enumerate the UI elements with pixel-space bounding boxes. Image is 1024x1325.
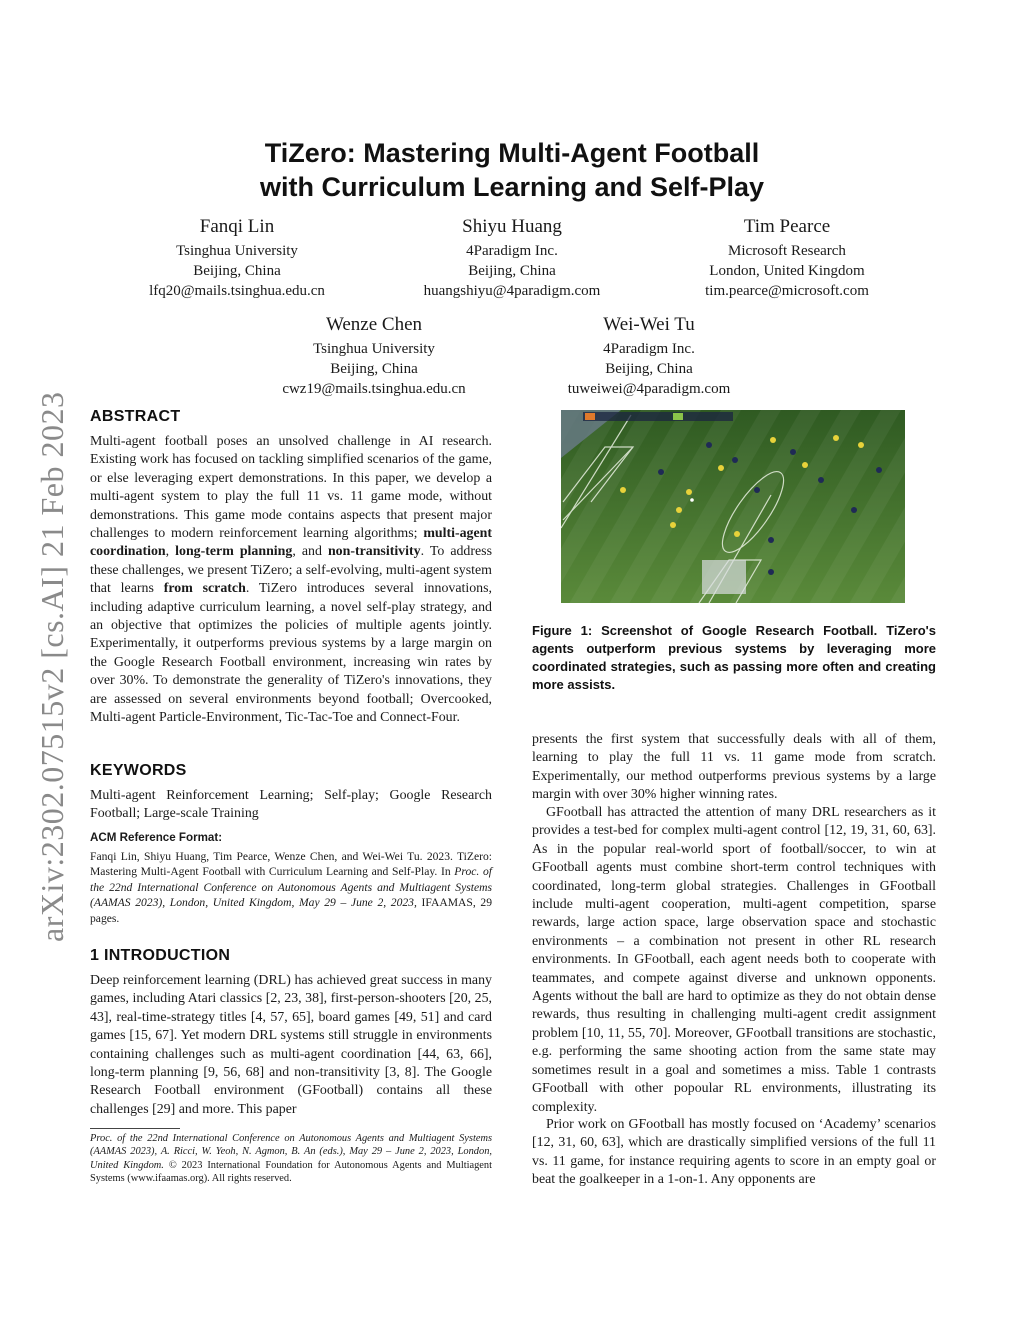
player (734, 531, 740, 537)
author-location: London, United Kingdom (709, 263, 865, 279)
author-location: Beijing, China (193, 263, 281, 279)
author-name: Wei-Wei Tu (603, 314, 695, 335)
abstract-text (90, 433, 492, 728)
author-email[interactable]: tuweiwei@4paradigm.com (567, 381, 731, 397)
author-email[interactable]: cwz19@mails.tsinghua.edu.cn (282, 381, 466, 397)
keywords-heading: KEYWORDS (90, 762, 187, 779)
player (802, 462, 808, 468)
arxiv-watermark: arXiv:2302.07515v2 [cs.AI] 21 Feb 2023 (34, 391, 70, 942)
player (686, 489, 692, 495)
player (770, 437, 776, 443)
right-paragraph-2: GFootball has attracted the attention of many DRL researchers as it provides a test-bed for complex multi-agent control [12, 19, 31, 60, 63]. As in the popular real-world sport of football/soccer, to win at GFootball agents must combine short-term control techniques with coordinated, long-term global strategies. Challenges in GFootball include multi-agent cooperation, multi-agent competition, sparse rewards, large action space, large observation space and stochastic environments – a combination not present in other RL research environments. In GFootball, each agent needs both to cooperate with teammates, and compete against diverse and unknown opponents. Agents without the ball are hard to optimize as they do not obtain dense rewards, thus resulting in challenging multi-agent credit assignment problem [10, 11, 55, 70]. Moreover, GFootball transitions are stochastic, e.g. performing the same shooting action from the same state may sometimes result in a goal and sometimes a miss. Table 1 contrasts GFootball with other popoular RL environments, illustrating its complexity. (532, 805, 936, 1115)
player (732, 457, 738, 463)
abstract-span: . TiZero introduces several innovations, including adaptive curriculum learning, a novel self-play strategy, and an objective that optimizes the policies of multiple agents jointly. Experimentally, it outperforms previous systems by a large margin on the Google Research Football environment, increasing win rates by over 30%. To demonstrate the generality of TiZero's innovations, they are assessed on several environments beyond football; Overcooked, Multi-agent Particle-Environment, Tic-Tac-Toe and Connect-Four. (90, 581, 492, 726)
author-affiliation: 4Paradigm Inc. (603, 341, 695, 357)
football-pitch-image (561, 410, 905, 603)
author-block-2 (387, 216, 637, 301)
right-paragraph-1: presents the first system that successfully deals with all of them, learning to play the full 11 vs. 11 game mode from scratch. Experimentally, our method outperforms previous systems by a large margin with over 30% higher winning rates. (532, 732, 936, 803)
player (768, 569, 774, 575)
football-screenshot-figure (561, 410, 905, 603)
footnote (90, 1132, 492, 1185)
score-badge (673, 413, 683, 420)
title-line-2: with Curriculum Learning and Self-Play (259, 172, 765, 202)
player (876, 467, 882, 473)
acm-reference-heading: ACM Reference Format: (90, 831, 223, 844)
footnote-span: © 2023 International Foundation for Autonomous Agents and Multiagent Systems (www.ifaamas.org). All rights reserved. (90, 1159, 492, 1184)
figure-caption: Figure 1: Screenshot of Google Research Football. TiZero's agents outperform previous systems by leveraging more coordinated strategies, such as passing more often and creating more assists. (532, 623, 936, 692)
introduction-heading: 1 INTRODUCTION (90, 947, 231, 964)
author-affiliation: Microsoft Research (728, 243, 846, 259)
abstract-bold: from scratch (163, 581, 246, 597)
author-block-4 (249, 314, 499, 399)
acm-italic: Proc. of the 22nd International Conference on Autonomous Agents and Multiagent Systems (AAMAS 2023), London, United Kingdom, May 29 – June 2, 2023, (90, 865, 492, 910)
author-affiliation: Tsinghua University (313, 341, 435, 357)
player (676, 507, 682, 513)
score-badge (585, 413, 595, 420)
author-email[interactable]: tim.pearce@microsoft.com (705, 283, 869, 299)
author-block-1 (112, 216, 362, 301)
player (818, 477, 824, 483)
title-line-1: TiZero: Mastering Multi-Agent Football (264, 138, 760, 168)
player (670, 522, 676, 528)
abstract-span: , and (292, 544, 328, 560)
introduction-text: Deep reinforcement learning (DRL) has achieved great success in many games, including Atari classics [2, 23, 38], first-person-shooters [20, 25, 43], real-time-strategy titles [4, 57, 65], board games [49, 51] and card games [15, 67]. Yet modern DRL systems still struggle in environments containing challenges such as multi-agent coordination [44, 63, 66], long-term planning [9, 56, 68] and non-transitivity [3, 8]. The Google Research Football environment (GFootball) contains all these challenges [29] and more. This paper (90, 973, 492, 1117)
minimap (702, 560, 746, 594)
author-name: Shiyu Huang (462, 216, 562, 237)
abstract-bold: non-transitivity (327, 544, 421, 560)
keywords-text: Multi-agent Reinforcement Learning; Self-play; Google Research Football; Large-scale Training (90, 788, 492, 822)
author-email[interactable]: huangshiyu@4paradigm.com (423, 283, 601, 299)
author-location: Beijing, China (605, 361, 693, 377)
player (706, 442, 712, 448)
player (858, 442, 864, 448)
author-affiliation: 4Paradigm Inc. (466, 243, 558, 259)
author-location: Beijing, China (468, 263, 556, 279)
author-block-5 (524, 314, 774, 399)
player (620, 487, 626, 493)
footnote-italic: Proc. of the 22nd International Conference on Autonomous Agents and Multiagent Systems (AAMAS 2023), A. Ricci, W. Yeoh, N. Agmon, B. An (eds.), May 29 – June 2, 2023, London, United Kingdom. (90, 1133, 492, 1171)
abstract-span: . To address these challenges, we present TiZero; a self-evolving, multi-agent system that learns (90, 544, 492, 597)
abstract-heading: ABSTRACT (90, 408, 181, 425)
scoreboard-bar (583, 412, 733, 421)
author-affiliation: Tsinghua University (176, 243, 298, 259)
player (768, 537, 774, 543)
author-block-3 (662, 216, 912, 301)
right-paragraph-3: Prior work on GFootball has mostly focused on ‘Academy’ scenarios [12, 31, 60, 63], which are drastically simplified versions of the full 11 vs. 11 game, for instance requiring agents to score in an empty goal or beat the goalkeeper in a 1-on-1. Any opponents are (532, 1117, 936, 1188)
author-name: Fanqi Lin (199, 216, 275, 237)
player (790, 449, 796, 455)
acm-reference-text (90, 849, 492, 926)
ball (690, 498, 694, 502)
player (754, 487, 760, 493)
author-name: Tim Pearce (743, 216, 831, 237)
author-location: Beijing, China (330, 361, 418, 377)
player (851, 507, 857, 513)
acm-span: IFAAMAS, 29 pages. (90, 896, 492, 925)
footnote-rule (90, 1128, 180, 1129)
player (718, 465, 724, 471)
abstract-bold: long-term planning (175, 544, 293, 560)
abstract-span: , (165, 544, 176, 560)
abstract-bold: multi-agent coordination (90, 526, 492, 560)
author-email[interactable]: lfq20@mails.tsinghua.edu.cn (149, 283, 325, 299)
player (658, 469, 664, 475)
player (833, 435, 839, 441)
author-name: Wenze Chen (325, 314, 423, 335)
paper-title (150, 136, 874, 204)
abstract-span: Multi-agent football poses an unsolved challenge in AI research. Existing work has focused on tackling simplified scenarios of the game, or else leveraging expert demonstrations. In this paper, we develop a multi-agent system to play the full 11 vs. 11 game mode, without demonstrations. This game mode contains aspects that present major challenges to modern reinforcement learning algorithms; (90, 434, 492, 542)
acm-span: Fanqi Lin, Shiyu Huang, Tim Pearce, Wenze Chen, and Wei-Wei Tu. 2023. TiZero: Mastering Multi-Agent Football with Curriculum Learning and Self-Play. In (90, 850, 492, 879)
